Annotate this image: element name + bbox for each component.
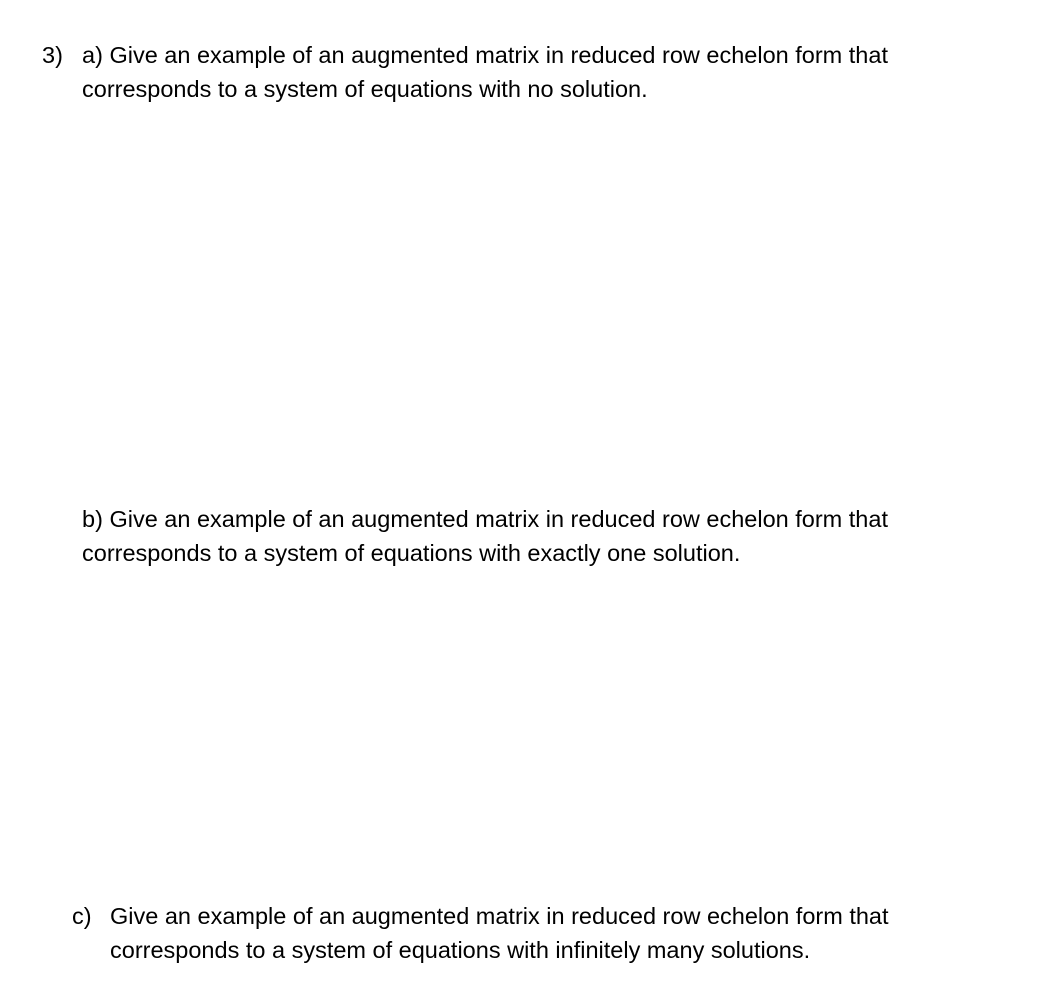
part-a-text-line-2: corresponds to a system of equations with no solution. [82, 76, 648, 102]
part-b-label: b) [82, 506, 103, 532]
question-part-a [82, 38, 888, 106]
question-number: 3) [42, 42, 63, 68]
part-b-line-1 [82, 502, 888, 536]
part-b-text-line-1: Give an example of an augmented matrix in reduced row echelon form that [109, 506, 888, 532]
part-b-text-line-2: corresponds to a system of equations with exactly one solution. [82, 540, 741, 566]
part-a-label: a) [82, 42, 103, 68]
question-part-c [110, 899, 889, 967]
part-c-text-line-1: Give an example of an augmented matrix in reduced row echelon form that [110, 903, 889, 929]
part-c-label: c) [72, 903, 92, 929]
part-a-line-1 [82, 38, 888, 72]
part-a-text-line-1: Give an example of an augmented matrix in reduced row echelon form that [109, 42, 888, 68]
question-part-b [82, 502, 888, 570]
part-c-text-line-2: corresponds to a system of equations with infinitely many solutions. [110, 937, 811, 963]
